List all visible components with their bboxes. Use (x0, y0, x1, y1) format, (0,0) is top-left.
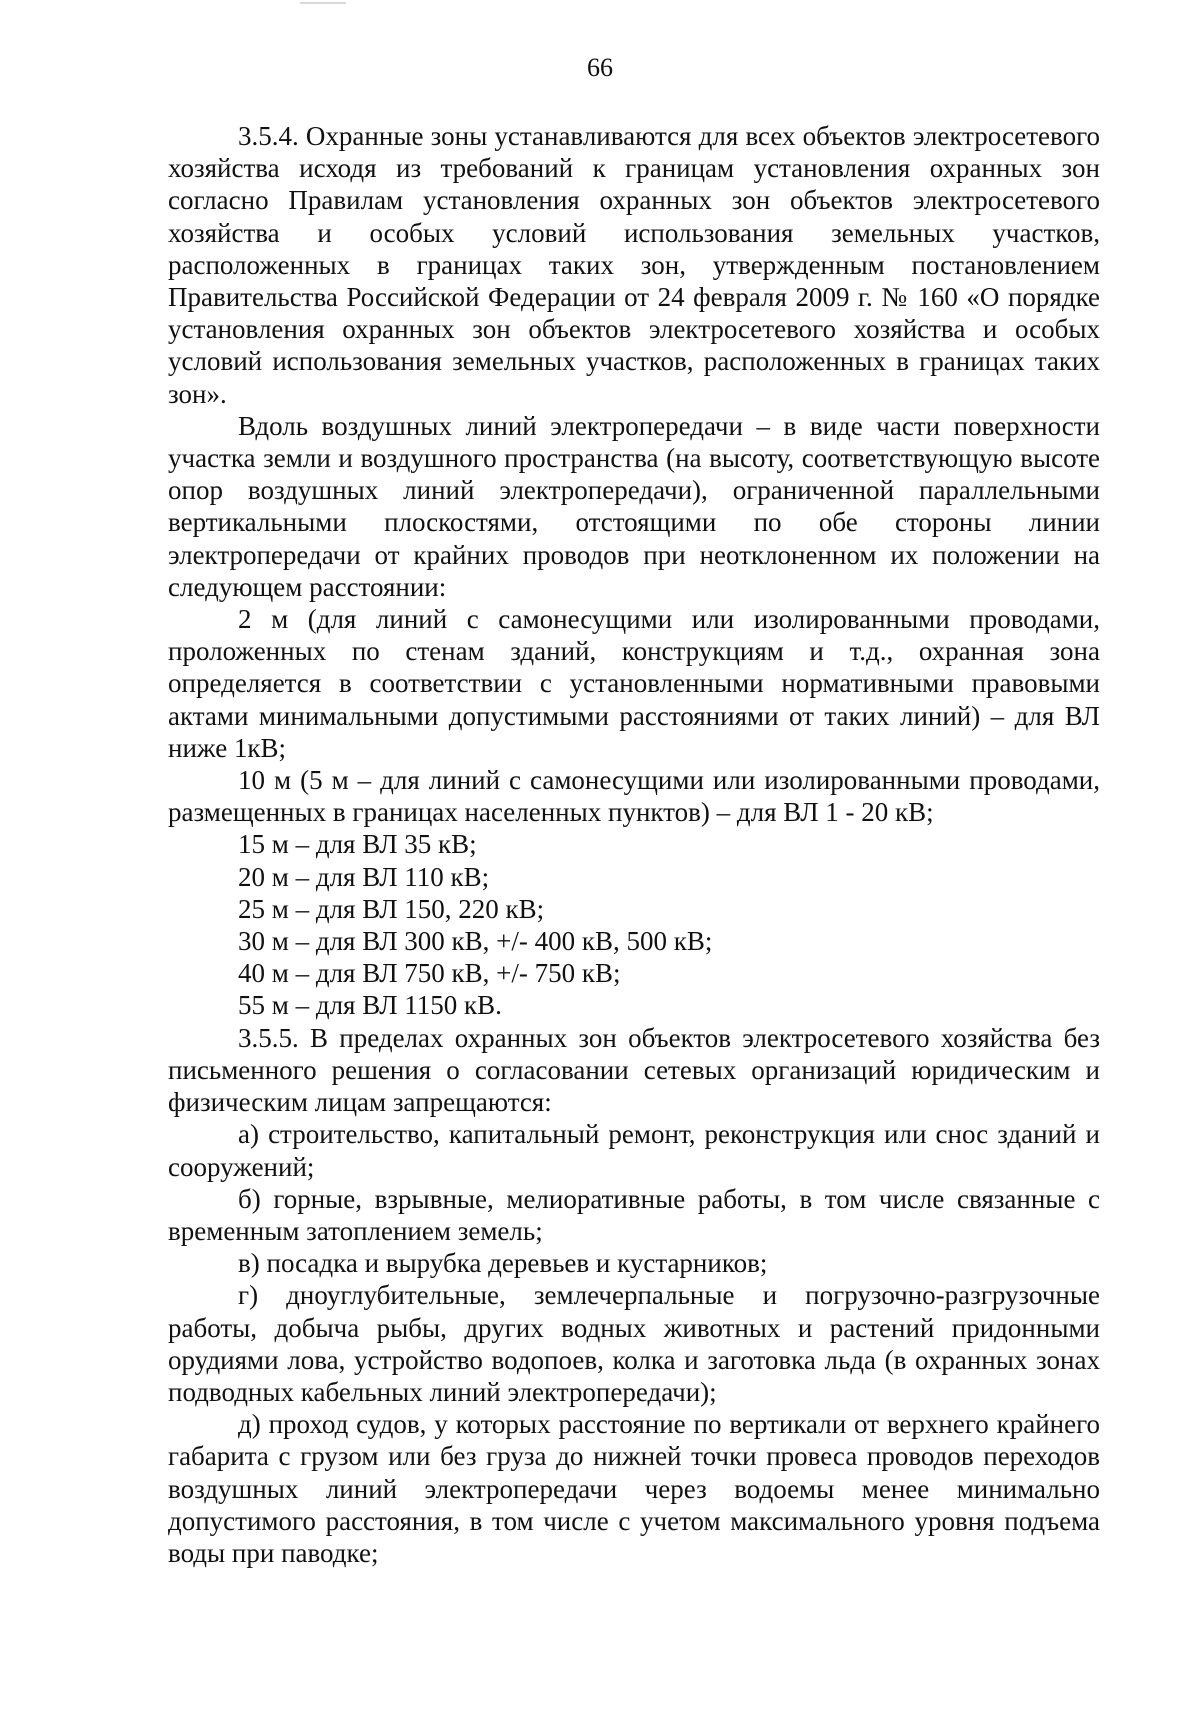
paragraph-air-lines: Вдоль воздушных линий электропередачи – в виде части поверхности участка земли и воздушного пространства (на высоту, соответствующую высоте опор воздушных линий электропередачи), ограниченной параллельными вертикальными плоскостями, отстоящими по обе стороны линии электропередачи от крайних проводов при неотклоненном их положении на следующем расстоянии: (168, 410, 1100, 602)
paragraph-10m: 10 м (5 м – для линий с самонесущими или изолированными проводами, размещенных в границах населенных пунктов) – для ВЛ 1 - 20 кВ; (168, 765, 1100, 828)
list-item-20m: 20 м – для ВЛ 110 кВ; (238, 861, 490, 892)
paragraph-2m: 2 м (для линий с самонесущими или изолированными проводами, проложенных по стенам зданий, конструкциям и т.д., охранная зона определяется в соответствии с установленными нормативными правовыми актами минимальными допустимыми расстояниями от таких линий) – для ВЛ ниже 1кВ; (168, 604, 1100, 763)
list-item-40m: 40 м – для ВЛ 750 кВ, +/- 750 кВ; (238, 958, 621, 989)
list-item-30m: 30 м – для ВЛ 300 кВ, +/- 400 кВ, 500 кВ; (238, 926, 713, 957)
list-item-d: д) проход судов, у которых расстояние по вертикали от верхнего крайнего габарита с грузом или без груза до нижней точки провеса проводов переходов воздушных линий электропередачи через водоемы менее минимально допустимого расстояния, в том числе с учетом максимального уровня подъема воды при паводке; (168, 1409, 1100, 1568)
list-item-g: г) дноуглубительные, землечерпальные и погрузочно-разгрузочные работы, добыча рыбы, других водных животных и растений придонными орудиями лова, устройство водопоев, колка и заготовка льда (в охранных зонах подводных кабельных линий электропередачи); (168, 1280, 1100, 1407)
list-item-v: в) посадка и вырубка деревьев и кустарников; (238, 1248, 768, 1279)
paragraph-3-5-4: 3.5.4. Охранные зоны устанавливаются для всех объектов электросетевого хозяйства исходя из требований к границам установления охранных зон согласно Правилам установления охранных зон объектов электросетевого хозяйства и особых условий использования земельных участков, расположенных в границах таких зон, утвержденным постановлением Правительства Российской Федерации от 24 февраля 2009 г. № 160 «О порядке установления охранных зон объектов электросетевого хозяйства и особых условий использования земельных участков, расположенных в границах таких зон». (168, 121, 1100, 409)
list-item-15m: 15 м – для ВЛ 35 кВ; (238, 829, 477, 860)
list-item-55m: 55 м – для ВЛ 1150 кВ. (238, 990, 502, 1021)
list-item-b: б) горные, взрывные, мелиоративные работы, в том числе связанные с временным затоплением земель; (168, 1183, 1100, 1246)
paragraph-3-5-5: 3.5.5. В пределах охранных зон объектов электросетевого хозяйства без письменного решения о согласовании сетевых организаций юридическим и физическим лицам запрещаются: (168, 1022, 1100, 1118)
document-body (168, 120, 1100, 1569)
list-item-a: а) строительство, капитальный ремонт, реконструкция или снос зданий и сооружений; (168, 1119, 1100, 1182)
list-item-25m: 25 м – для ВЛ 150, 220 кВ; (238, 893, 545, 924)
page-number: 66 (587, 53, 613, 82)
scan-artifact (300, 2, 346, 4)
